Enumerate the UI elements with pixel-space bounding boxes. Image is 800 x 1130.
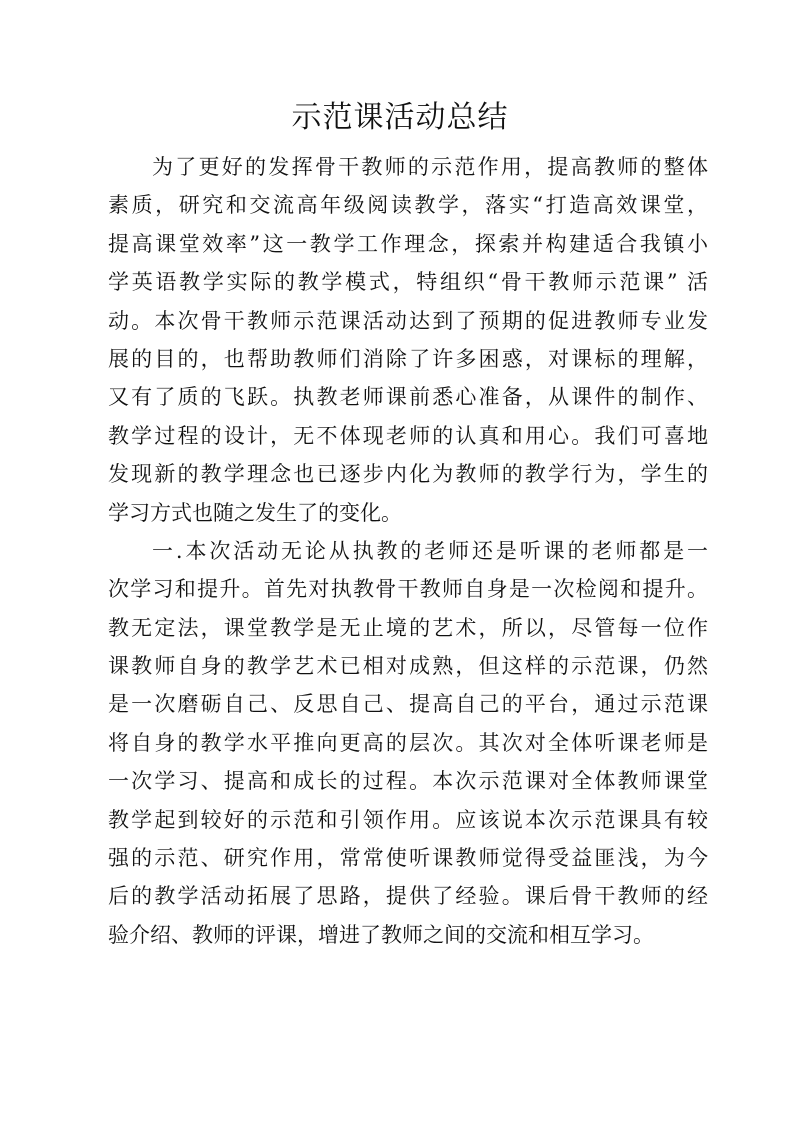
text-line: 将自身的教学水平推向更高的层次。其次对全体听课老师是 [108,730,708,755]
document-title: 示范课活动总结 [291,100,509,135]
text-line: 发现新的教学理念也已逐步内化为教师的教学行为，学生的 [108,462,708,487]
text-line: 展的目的，也帮助教师们消除了许多困惑，对课标的理解， [108,346,708,371]
text-line: 为了更好的发挥骨干教师的示范作用，提高教师的整体 [152,155,708,179]
text-line: 提高课堂效率”这一教学工作理念，探索并构建适合我镇小 [108,231,708,256]
text-line: 教学起到较好的示范和引领作用。应该说本次示范课具有较 [108,807,708,832]
text-line: 素质，研究和交流高年级阅读教学，落实“打造高效课堂， [108,193,708,218]
text-line: 教学过程的设计，无不体现老师的认真和用心。我们可喜地 [108,423,708,448]
text-line: 教无定法，课堂教学是无止境的艺术，所以，尽管每一位作 [108,615,708,640]
text-line: 学习方式也随之发生了的变化。 [108,500,402,525]
text-line: 动。本次骨干教师示范课活动达到了预期的促进教师专业发 [108,308,708,333]
paragraph-1 [108,148,708,532]
paragraph-2 [108,532,708,954]
text-line: 次学习和提升。首先对执教骨干教师自身是一次检阅和提升。 [108,577,708,602]
text-line: 学英语教学实际的教学模式，特组织“骨干教师示范课” 活 [108,270,708,295]
text-line: 课教师自身的教学艺术已相对成熟，但这样的示范课，仍然 [108,654,708,679]
document-body [108,148,708,954]
text-line: 是一次磨砺自己、反思自己、提高自己的平台，通过示范课 [108,692,708,717]
text-line: 一次学习、提高和成长的过程。本次示范课对全体教师课堂 [108,769,708,794]
text-line: 强的示范、研究作用，常常使听课教师觉得受益匪浅，为今 [108,846,708,871]
text-line: 验介绍、教师的评课，增进了教师之间的交流和相互学习。 [108,922,654,947]
text-line: 后的教学活动拓展了思路，提供了经验。课后骨干教师的经 [108,884,708,909]
text-line: 又有了质的飞跃。执教老师课前悉心准备，从课件的制作、 [108,385,708,410]
text-line: 一.本次活动无论从执教的老师还是听课的老师都是一 [152,538,708,563]
